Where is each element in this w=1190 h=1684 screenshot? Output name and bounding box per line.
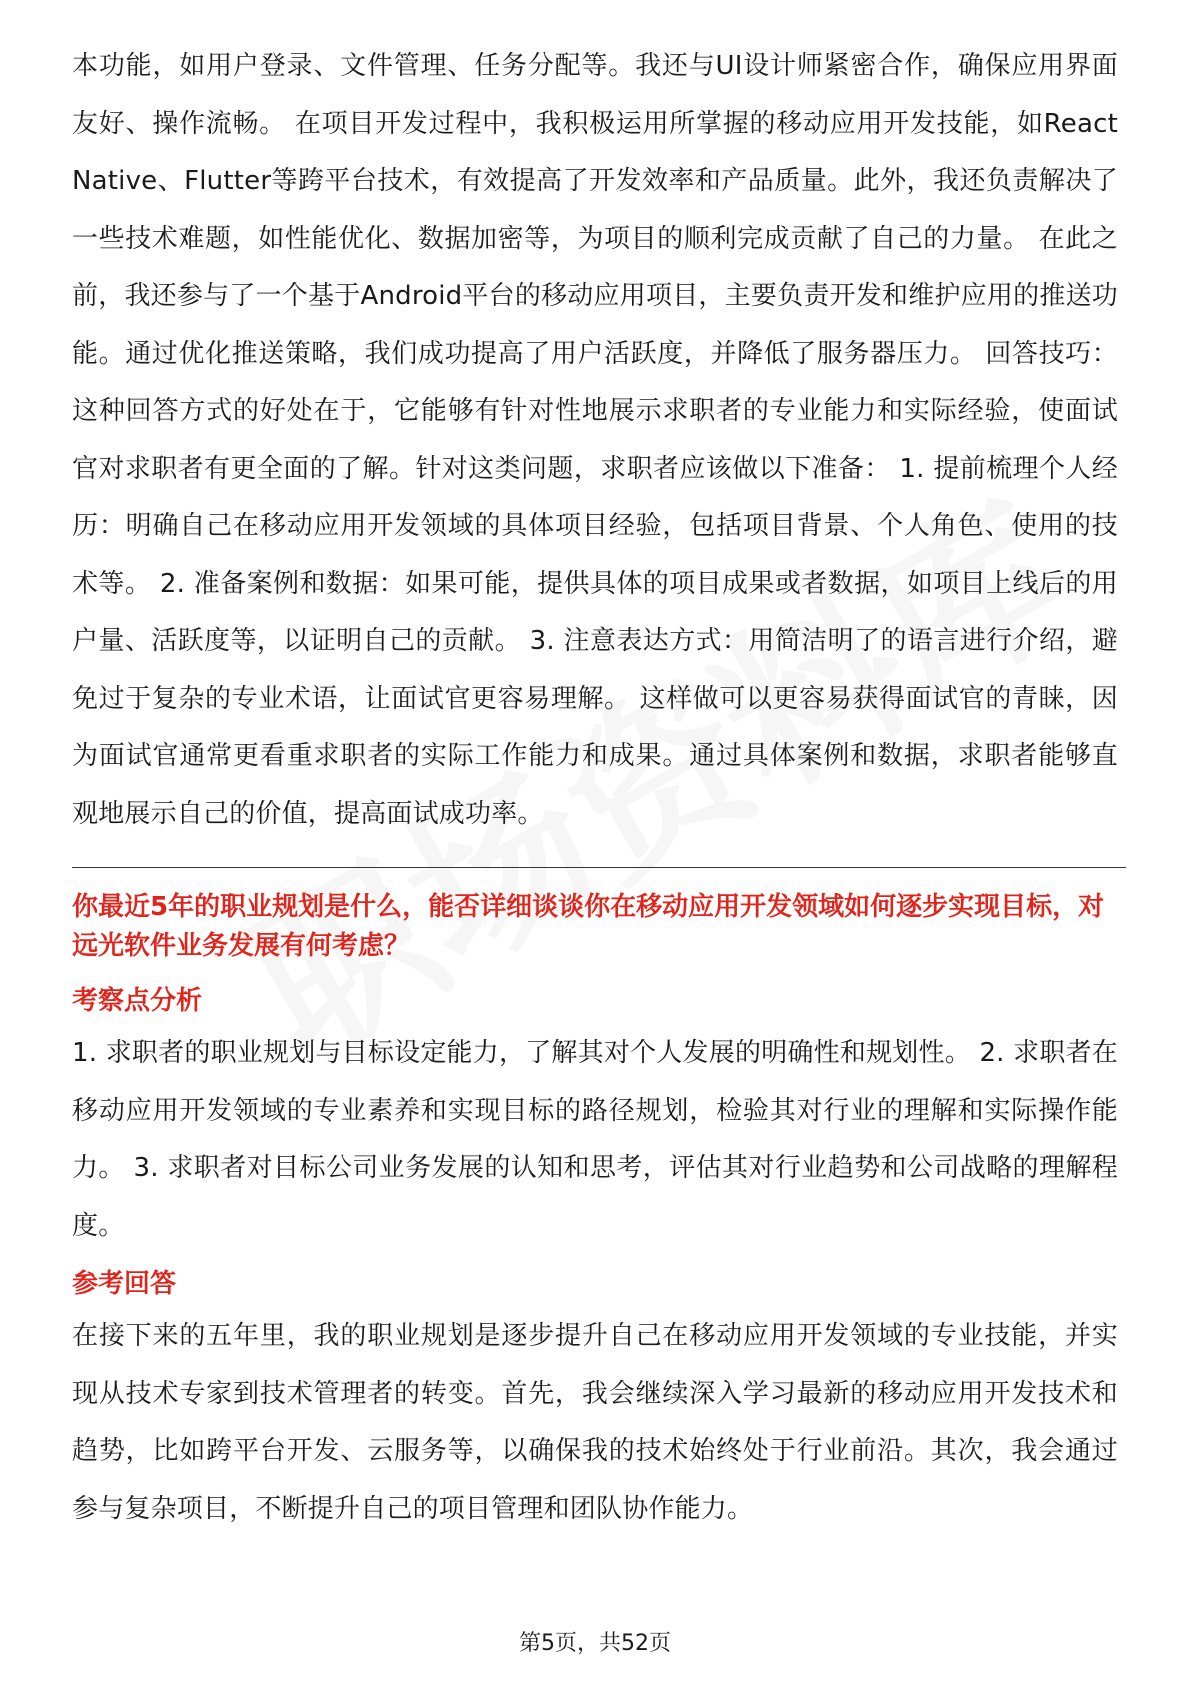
page-number: 第5页，共52页 bbox=[519, 1631, 671, 1656]
reference-body: 在接下来的五年里，我的职业规划是逐步提升自己在移动应用开发领域的专业技能，并实现从技术专家到技术管理者的转变。首先，我会继续深入学习最新的移动应用开发技术和趋势，比如跨平台开发、云服务等，以确保我的技术始终处于行业前沿。其次，我会通过参与复杂项目，不断提升自己的项目管理和团队协作能力。 bbox=[72, 1321, 1118, 1524]
analysis-body: 1. 求职者的职业规划与目标设定能力，了解其对个人发展的明确性和规划性。 2. 求职者在移动应用开发领域的专业素养和实现目标的路径规划，检验其对行业的理解和实际操作能力。 3. 求职者对目标公司业务发展的认知和思考，评估其对行业趋势和公司战略的理解程度。 bbox=[72, 1038, 1118, 1241]
analysis-title: 考察点分析 bbox=[72, 986, 203, 1016]
document-page bbox=[72, 38, 1118, 1538]
reference-title: 参考回答 bbox=[72, 1269, 177, 1299]
question-heading: 你最近5年的职业规划是什么，能否详细谈谈你在移动应用开发领域如何逐步实现目标，对远光软件业务发展有何考虑？ bbox=[72, 892, 1105, 961]
intro-paragraph: 本功能，如用户登录、文件管理、任务分配等。我还与UI设计师紧密合作，确保应用界面友好、操作流畅。 在项目开发过程中，我积极运用所掌握的移动应用开发技能，如React Native、Flutter等跨平台技术，有效提高了开发效率和产品质量。此外，我还负责解决了一些技术难题，如性能优化、数据加密等，为项目的顺利完成贡献了自己的力量。 在此之前，我还参与了一个基于Android平台的移动应用项目，主要负责开发和维护应用的推送功能。通过优化推送策略，我们成功提高了用户活跃度，并降低了服务器压力。 回答技巧： 这种回答方式的好处在于，它能够有针对性地展示求职者的专业能力和实际经验，使面试官对求职者有更全面的了解。针对这类问题，求职者应该做以下准备： 1. 提前梳理个人经历：明确自己在移动应用开发领域的具体项目经验，包括项目背景、个人角色、使用的技术等。 2. 准备案例和数据：如果可能，提供具体的项目成果或者数据，如项目上线后的用户量、活跃度等，以证明自己的贡献。 3. 注意表达方式：用简洁明了的语言进行介绍，避免过于复杂的专业术语，让面试官更容易理解。 这样做可以更容易获得面试官的青睐，因为面试官通常更看重求职者的实际工作能力和成果。通过具体案例和数据，求职者能够直观地展示自己的价值，提高面试成功率。 bbox=[72, 51, 1118, 829]
section-divider bbox=[72, 867, 1126, 868]
